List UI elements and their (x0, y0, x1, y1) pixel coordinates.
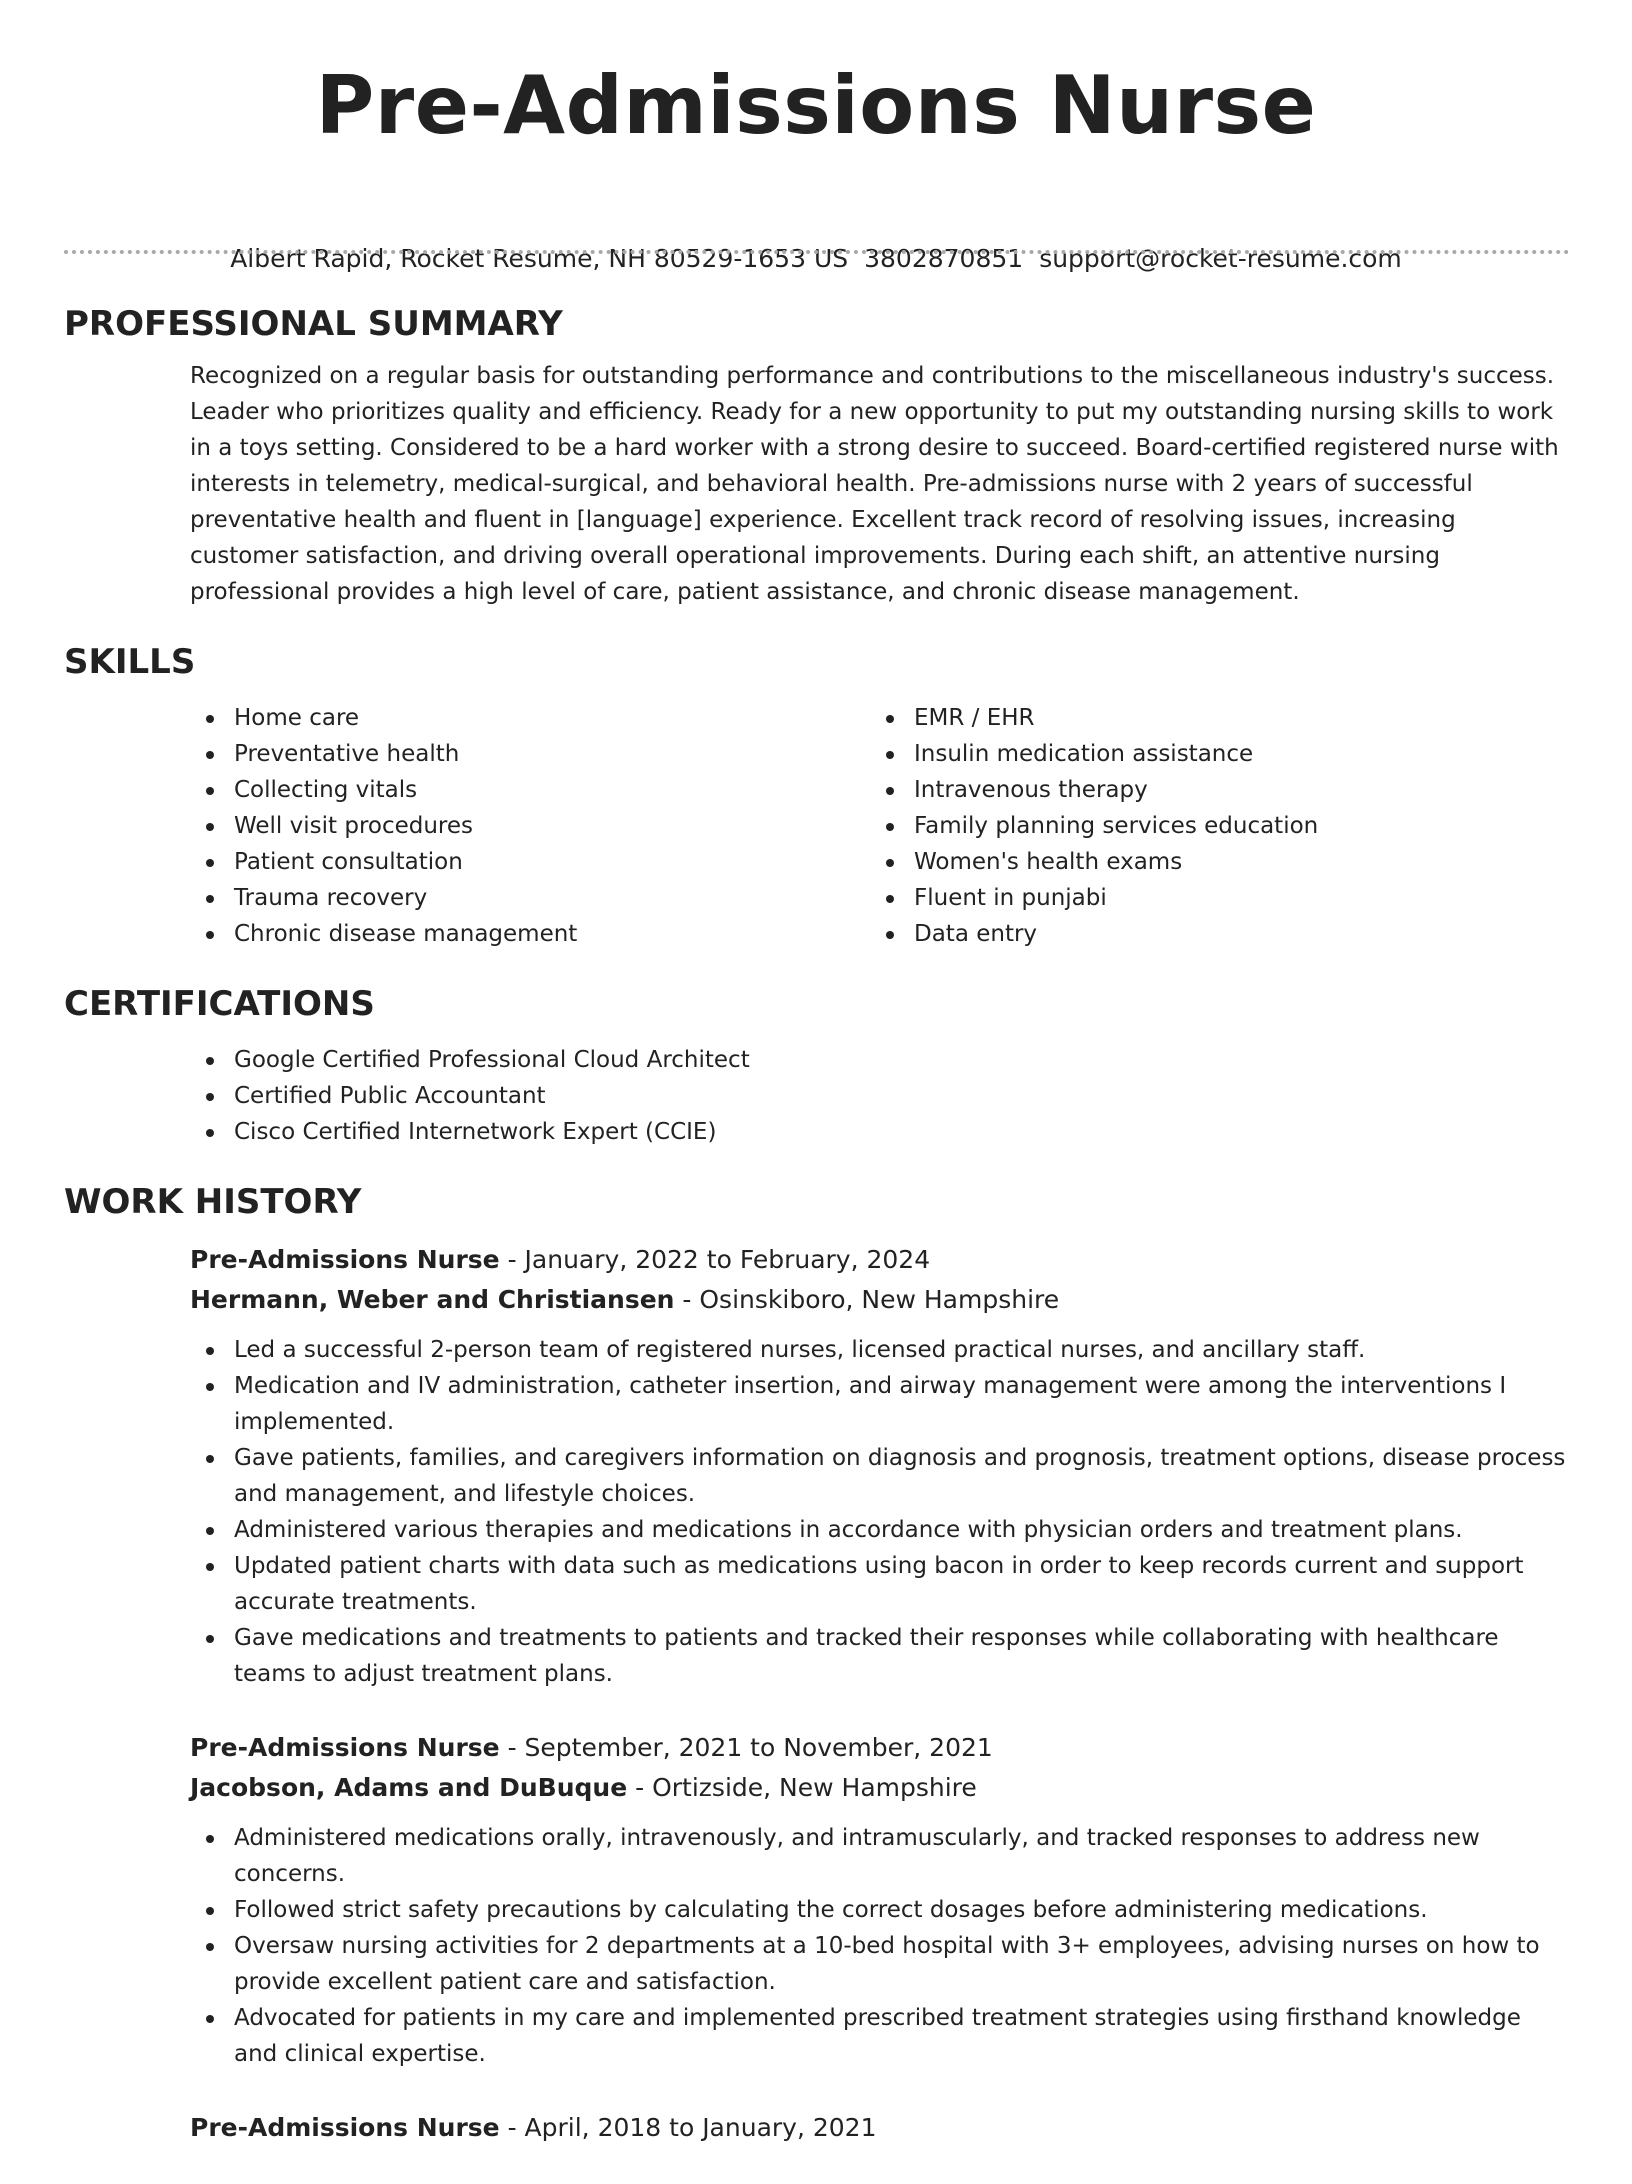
contact-phone: 3802870851 (864, 244, 1024, 273)
certifications-heading: CERTIFICATIONS (64, 984, 375, 1024)
skill-item: Chronic disease management (190, 916, 870, 952)
skill-item: Data entry (870, 916, 1550, 952)
job-dates: - April, 2018 to January, 2021 (499, 2113, 877, 2142)
job-dates: - January, 2022 to February, 2024 (499, 1245, 931, 1274)
skill-item: Patient consultation (190, 844, 870, 880)
job-duties (190, 1820, 1570, 2072)
job-entry (190, 1728, 1570, 2072)
skill-item: Collecting vitals (190, 772, 870, 808)
summary-text: Recognized on a regular basis for outstanding performance and contributions to the miscellaneous industry's success. Leader who prioritizes quality and efficiency. Ready for a new opportunity to put my outstanding nursing skills to work in a toys setting. Considered to be a hard worker with a strong desire to succeed. Board-certified registered nurse with interests in telemetry, medical-surgical, and behavioral health. Pre-admissions nurse with 2 years of successful preventative health and fluent in [language] experience. Excellent track record of resolving issues, increasing customer satisfaction, and driving overall operational improvements. During each shift, an attentive nursing professional provides a high level of care, patient assistance, and chronic disease management. (190, 363, 1559, 605)
job-entry (190, 2108, 1570, 2148)
skill-item: Preventative health (190, 736, 870, 772)
skill-item: EMR / EHR (870, 700, 1550, 736)
skill-item: Well visit procedures (190, 808, 870, 844)
duty-item: Oversaw nursing activities for 2 departments at a 10-bed hospital with 3+ employees, advising nurses on how to provide excellent patient care and satisfaction. (190, 1928, 1570, 2000)
duty-item: Administered various therapies and medications in accordance with physician orders and treatment plans. (190, 1512, 1570, 1548)
job-dates: - September, 2021 to November, 2021 (499, 1733, 993, 1762)
skill-item: Trauma recovery (190, 880, 870, 916)
duty-item: Followed strict safety precautions by calculating the correct dosages before administering medications. (190, 1892, 1570, 1928)
skills-heading: SKILLS (64, 642, 196, 682)
duty-item: Led a successful 2-person team of registered nurses, licensed practical nurses, and ancillary staff. (190, 1332, 1570, 1368)
job-company: Jacobson, Adams and DuBuque (190, 1773, 628, 1802)
header-divider (64, 250, 1570, 254)
job-entry (190, 1240, 1570, 1692)
contact-address: Albert Rapid, Rocket Resume, NH 80529-1653 US (230, 244, 849, 273)
job-title-line (190, 1240, 1570, 1280)
work-history-heading: WORK HISTORY (64, 1182, 362, 1222)
skill-item: Family planning services education (870, 808, 1550, 844)
job-title: Pre-Admissions Nurse (190, 1733, 500, 1762)
duty-item: Gave medications and treatments to patients and tracked their responses while collaborating with healthcare teams to adjust treatment plans. (190, 1620, 1570, 1692)
job-title: Pre-Admissions Nurse (190, 2113, 500, 2142)
duty-item: Updated patient charts with data such as medications using bacon in order to keep records current and support accurate treatments. (190, 1548, 1570, 1620)
skill-item: Intravenous therapy (870, 772, 1550, 808)
certifications-list (190, 1042, 1570, 1150)
certification-item: Certified Public Accountant (190, 1078, 1570, 1114)
job-title-line (190, 1728, 1570, 1768)
skill-item: Home care (190, 700, 870, 736)
resume-content (64, 294, 1570, 2184)
job-location: - Ortizside, New Hampshire (627, 1773, 977, 1802)
resume-title: Pre-Admissions Nurse (315, 59, 1317, 152)
duty-item: Advocated for patients in my care and implemented prescribed treatment strategies using firsthand knowledge and clinical expertise. (190, 2000, 1570, 2072)
job-title-line (190, 2108, 1570, 2148)
skill-item: Insulin medication assistance (870, 736, 1550, 772)
contact-line (0, 244, 1632, 274)
job-company-line (190, 1768, 1570, 1808)
certification-item: Google Certified Professional Cloud Architect (190, 1042, 1570, 1078)
duty-item: Administered medications orally, intravenously, and intramuscularly, and tracked responses to address new concerns. (190, 1820, 1570, 1892)
certification-item: Cisco Certified Internetwork Expert (CCIE) (190, 1114, 1570, 1150)
duty-item: Gave patients, families, and caregivers information on diagnosis and prognosis, treatment options, disease process and management, and lifestyle choices. (190, 1440, 1570, 1512)
skills-list (190, 700, 1570, 952)
skill-item: Women's health exams (870, 844, 1550, 880)
skills-column-right (870, 700, 1550, 952)
skill-item: Fluent in punjabi (870, 880, 1550, 916)
summary-heading: PROFESSIONAL SUMMARY (64, 304, 563, 344)
contact-email: support@rocket-resume.com (1039, 244, 1402, 273)
job-company: Hermann, Weber and Christiansen (190, 1285, 675, 1314)
job-company-line (190, 1280, 1570, 1320)
skills-column-left (190, 700, 870, 952)
job-duties (190, 1332, 1570, 1692)
job-title: Pre-Admissions Nurse (190, 1245, 500, 1274)
job-location: - Osinskiboro, New Hampshire (674, 1285, 1060, 1314)
duty-item: Medication and IV administration, catheter insertion, and airway management were among the interventions I implemented. (190, 1368, 1570, 1440)
